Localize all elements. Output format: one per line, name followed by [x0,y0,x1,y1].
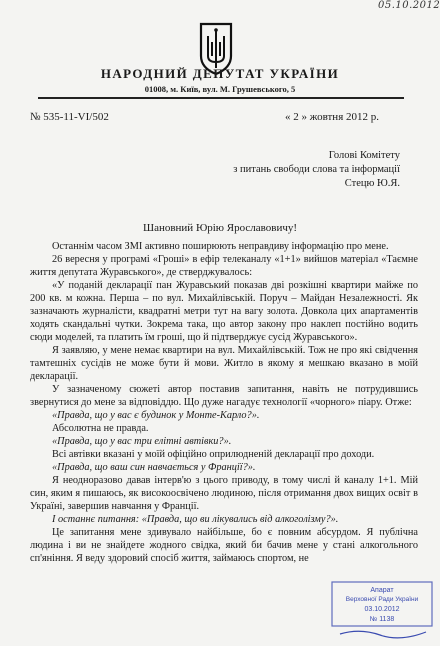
stamp-line-3: 03.10.2012 [364,606,400,613]
paragraph-2: 26 вересня у програмі «Гроші» в ефір телеканалу «1+1» вийшов матеріал «Таємне життя депутата Журавського», де стверджувалось: [30,254,418,278]
paragraph-1: Останнім часом ЗМІ активно поширюють неправдиву інформацію про мене. [52,241,389,252]
registration-stamp [330,580,434,640]
question-4-prefix: І останнє питання: [52,514,140,525]
question-2: «Правда, що у вас три елітні автівки?». [52,436,232,447]
recipient-line-1: Голові Комітету [328,150,400,161]
stamp-line-4: № 1138 [369,616,395,623]
paragraph-4: У зазначеному сюжеті автор поставив запитання, навіть не потрудившись звернутися до мене за відповіддю. Що дуже нагадує технології «чорного» піару. Отже: [30,384,418,408]
question-4: «Правда, що ви лікувались від алкоголізму?». [141,514,339,525]
stamp-line-2: Верховної Ради України [345,596,419,603]
letterhead-address: 01008, м. Київ, вул. М. Грушевського, 5 [144,84,296,94]
question-3: «Правда, що ваш син навчається у Франції?». [52,462,256,473]
letterhead-divider [38,97,404,99]
letter-body [30,240,418,565]
handwritten-date-note: 05.10.2012 [378,0,440,11]
stamp-signature [340,631,426,638]
recipient-line-2: з питань свободи слова та інформації [233,164,400,175]
document-date: « 2 » жовтня 2012 р. [285,111,379,123]
recipient-line-3: Стецю Ю.Я. [344,178,400,189]
paragraph-3: Я заявляю, у мене немає квартири на вул. Михайлівській. Тож не про які свідчення тамтешніх сусідів не може бути й мови. Житло в якому я мешкаю вказано в моїй декларації. [30,345,418,382]
answer-4: Це запитання мене здивувало найбільше, бо є повним абсурдом. Я публічна людина і ви не знайдете жодного свідка, який би бачив мене у стані алкогольного сп'яніння. Я веду здоровий спосіб життя, займаюсь спортом, не [30,527,418,564]
answer-1: Абсолютна не правда. [52,423,149,434]
question-1: «Правда, що у вас є будинок у Монте-Карло?». [52,410,260,421]
paragraph-quote: «У поданій декларації пан Журавський показав дві розкішні квартири майже по 200 кв. м кожна. Перша – по вул. Михайлівській. Поруч – Майдан Незалежності. Як зазначають журналісти, квадратні метри тут на вагу золота. Довкола цих апартаментів ходять скандальні чутки. Зокрема така, що автор закону про наклеп постійно водить сюди моделей, та платить їм гроші, що й підтверджує сусід Журавського». [30,280,418,343]
letterhead-title: НАРОДНИЙ ДЕПУТАТ УКРАЇНИ [100,66,340,81]
question-4-line [30,513,418,526]
salutation: Шановний Юрію Ярославовичу! [142,222,298,234]
stamp-line-1: Апарат [370,587,394,594]
answer-3: Я неодноразово давав інтерв'ю з цього приводу, в тому числі й каналу 1+1. Мій син, яким я пишаюсь, як високоосвічено людиною, після отримання двох вищих освіт в Україні, завершив навчання у Франції. [30,475,418,512]
answer-2: Всі автівки вказані у моїй офіційно оприлюдненій декларації про доходи. [52,449,375,460]
document-number: № 535-11-VI/502 [30,111,109,123]
